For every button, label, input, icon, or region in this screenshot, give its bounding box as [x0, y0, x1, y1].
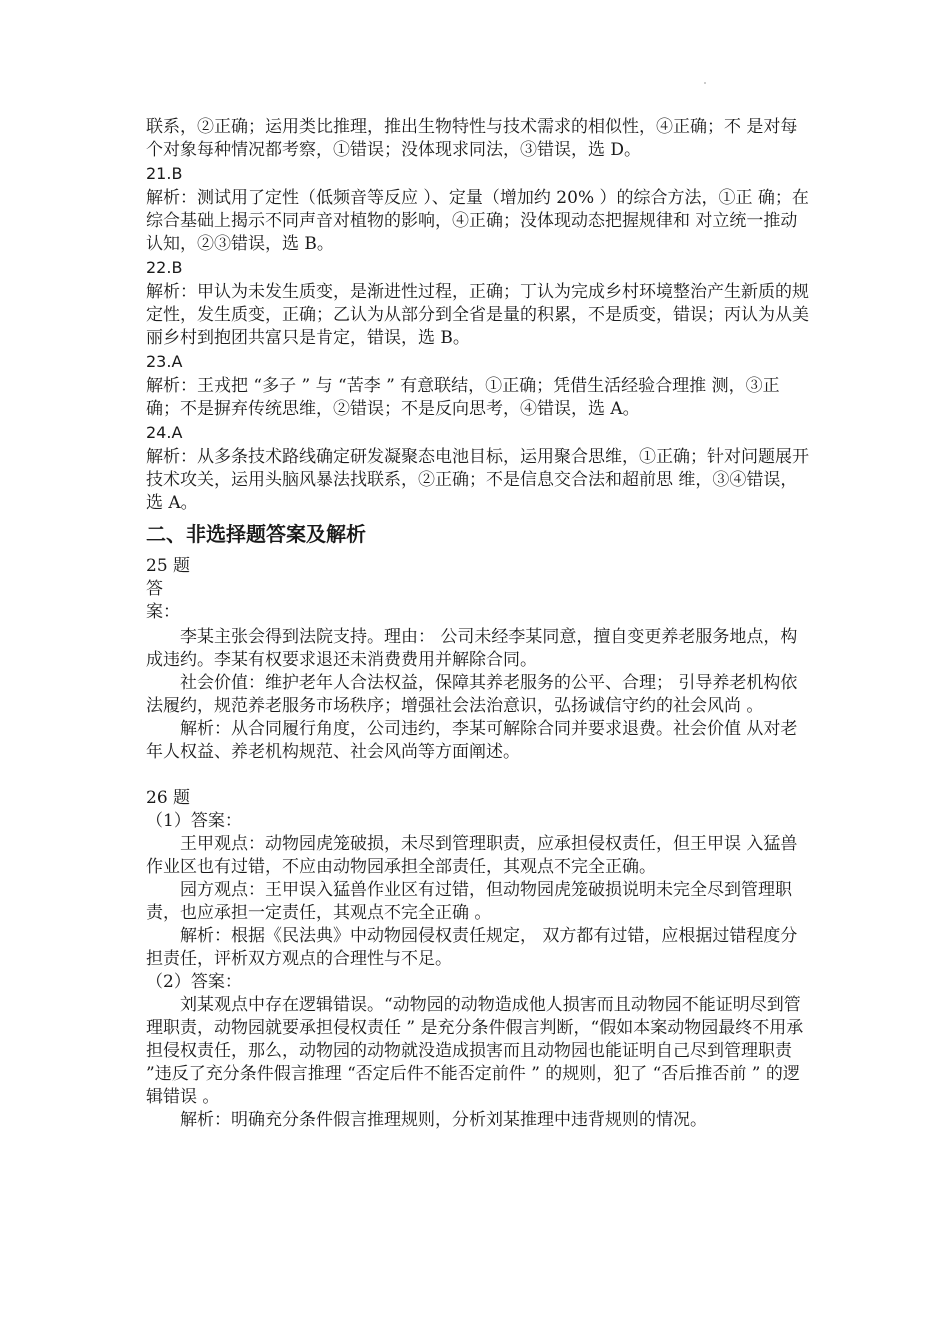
q21-explanation: 解析：测试用了定性（低频音等反应 ）、定量（增加约 20% ）的综合方法，①正 确；在综合基础上揭示不同声音对植物的影响，④正确；没体现动态把握规律和 对立统一推动认知，②③错误，选 B。 [146, 188, 809, 254]
q23-number: 23.A [146, 352, 183, 371]
page-mark [704, 82, 706, 84]
q24-number: 24.A [146, 423, 183, 442]
q26-part2-label: （2）答案： [146, 972, 242, 992]
q26-part1-label: （1）答案： [146, 811, 242, 831]
q26-heading: 26 题 [146, 788, 191, 808]
q26-part1-analysis: 解析：根据《民法典》中动物园侵权责任规定， 双方都有过错，应根据过错程度分担责任，评析双方观点的合理性与不足。 [146, 926, 798, 969]
q24-explanation: 解析：从多条技术路线确定研发凝聚态电池目标，运用聚合思维，①正确；针对问题展开技术攻关，运用头脑风暴法找联系，②正确；不是信息交合法和超前思 维，③④错误，选 A。 [146, 447, 809, 513]
q25-answer-p1: 李某主张会得到法院支持。理由： 公司未经李某同意，擅自变更养老服务地点，构成违约。李某有权要求退还未消费费用并解除合同。 [146, 627, 798, 670]
q25-analysis: 解析：从合同履行角度，公司违约，李某可解除合同并要求退费。社会价值 从对老年人权益、养老机构规范、社会风尚等方面阐述。 [146, 719, 798, 762]
q26-part1-p1: 王甲观点：动物园虎笼破损，未尽到管理职责，应承担侵权责任，但王甲误 入猛兽作业区也有过错，不应由动物园承担全部责任，其观点不完全正确。 [146, 834, 798, 877]
q25-answer-p2: 社会价值：维护老年人合法权益，保障其养老服务的公平、合理； 引导养老机构依法履约，规范养老服务市场秩序；增强社会法治意识，弘扬诚信守约的社会风尚 。 [146, 673, 798, 716]
q25-answer-label: 答案： [146, 579, 180, 622]
section-title: 二、非选择题答案及解析 [146, 522, 366, 546]
q25-heading: 25 题 [146, 556, 191, 576]
q26-part2-analysis: 解析：明确充分条件假言推理规则，分析刘某推理中违背规则的情况。 [180, 1110, 707, 1130]
q21-number: 21.B [146, 164, 183, 183]
q26-part2-p1: 刘某观点中存在逻辑错误。“动物园的动物造成他人损害而且动物园不能证明尽到管理职责，动物园就要承担侵权责任 ” 是充分条件假言判断，“假如本案动物园最终不用承担侵权责任，那么，动物园的动物就没造成损害而且动物园也能证明自己尽到管理职责 ”违反了充分条件假言推理 “否定后件不能否定前件 ” 的规则，犯了 “否后推否前 ” 的逻辑错误 。 [146, 995, 804, 1107]
q22-explanation: 解析：甲认为未发生质变，是渐进性过程，正确；丁认为完成乡村环境整治产生新质的规定性，发生质变，正确；乙认为从部分到全省是量的积累，不是质变，错误；丙认为从美丽乡村到抱团共富只是肯定，错误，选 B。 [146, 282, 809, 348]
q22-number: 22.B [146, 258, 183, 277]
q23-explanation: 解析：王戎把 “多子 ” 与 “苦李 ” 有意联结，①正确；凭借生活经验合理推 测，③正确；不是摒弃传统思维，②错误；不是反向思考，④错误，选 A。 [146, 376, 780, 419]
page-content [146, 116, 811, 1132]
q26-part1-p2: 园方观点：王甲误入猛兽作业区有过错，但动物园虎笼破损说明未完全尽到管理职责，也应承担一定责任，其观点不完全正确 。 [146, 880, 792, 923]
q20-continuation: 联系，②正确；运用类比推理，推出生物特性与技术需求的相似性，④正确；不 是对每个对象每种情况都考察，①错误；没体现求同法，③错误，选 D。 [146, 117, 798, 160]
